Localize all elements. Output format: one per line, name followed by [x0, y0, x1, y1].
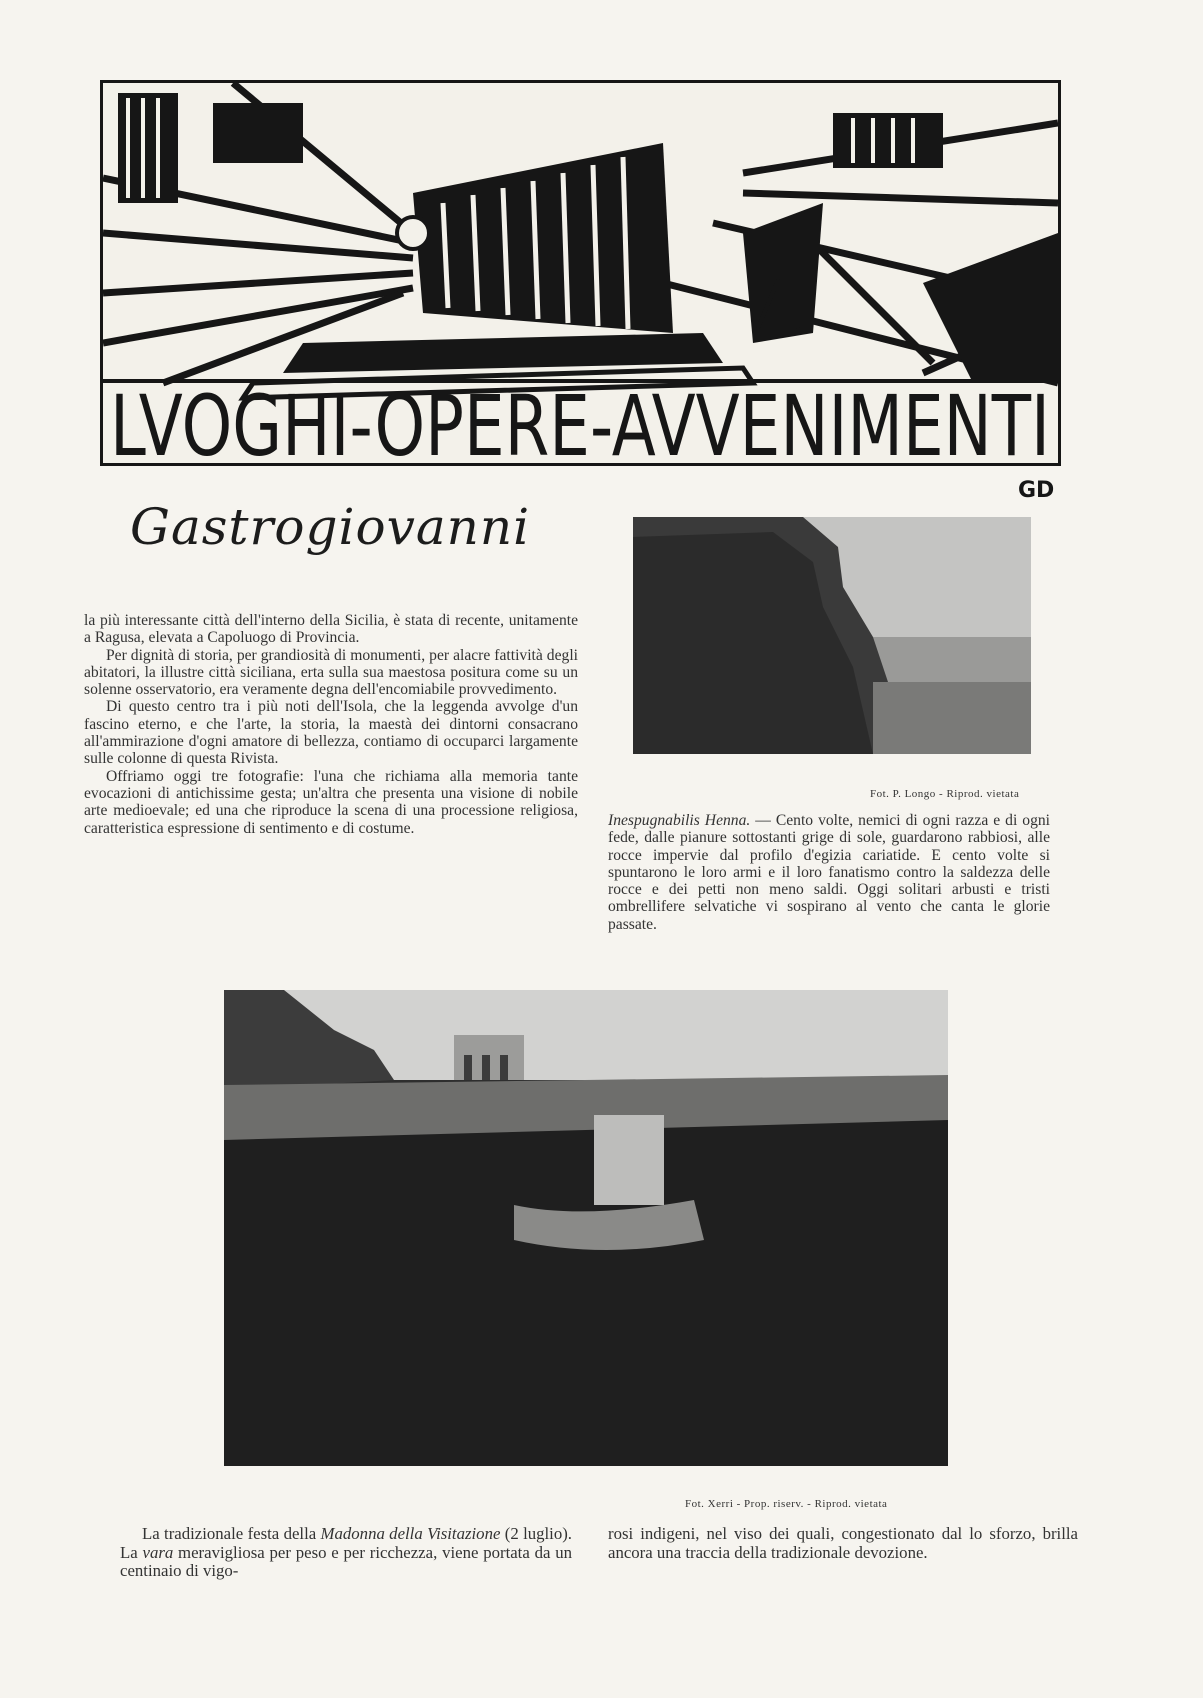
artist-monogram: GD: [1018, 478, 1055, 503]
caption-italic-vara: vara: [142, 1542, 174, 1562]
paragraph-3: Di questo centro tra i più noti dell'Isola, che la leggenda avvolge d'un fascino eterno, e che l'arte, la storia, la maestà dei dintorni consacrano all'ammirazione d'ogni amatore di bellezza, contiamo di occuparci largamente sulle colonne di questa Rivista.: [84, 698, 578, 768]
photo1-caption-text: — Cento volte, nemici di ogni razza e di ogni fede, dalle pianure sottostanti grige di sole, guardarono rabbiosi, alle rocce impervie dal profilo d'egizia cariatide. E cento volte si spuntarono le loro armi e il loro fanatismo contro la saldezza delle rocce e dei petti non meno saldi. Oggi solitari arbusti e tristi ombrellifere selvatiche vi sospirano al vento che canta le glorie passate.: [608, 812, 1050, 933]
paragraph-2: Per dignità di storia, per grandiosità di monumenti, per alacre fattività degli abitatori, la illustre città siciliana, erta sulla sua maestosa positura come su un solenne osservatorio, era veramente degna dell'encomiabile provvedimento.: [84, 646, 578, 699]
photo-cliff: [633, 517, 1031, 754]
caption-part-a: La tradizionale festa della: [142, 1524, 321, 1543]
paragraph-1: la più interessante città dell'interno della Sicilia, è stata di recente, unitamente a Ragusa, elevata a Capoluogo di Provincia.: [84, 612, 578, 647]
photo2-caption-right: [608, 1525, 1078, 1562]
paragraph-4: Offriamo oggi tre fotografie: l'una che richiama alla memoria tante evocazioni di antichissime gesta; un'altra che presenta una visione di nobile arte medioevale; ed una che riproduce la scena di una processione religiosa, caratteristica espressione di sentimento e di costume.: [84, 767, 578, 837]
photo1-credit: Fot. P. Longo - Riprod. vietata: [870, 788, 1020, 800]
caption-part-b: (2 luglio). La: [120, 1524, 573, 1562]
caption-part-2: rosi indigeni, nel viso dei quali, congestionato dal lo sforzo, brilla ancora una traccia della tradizionale devozione.: [608, 1524, 1078, 1562]
woodcut-illustration: [103, 83, 1058, 463]
photo2-caption-left: [120, 1525, 572, 1581]
article-body: [84, 612, 578, 837]
article-title: Gastrogiovanni: [130, 498, 531, 556]
photo2-credit: Fot. Xerri - Prop. riserv. - Riprod. vietata: [685, 1498, 888, 1510]
header-woodcut: [100, 80, 1061, 466]
caption-italic-madonna: Madonna della Visitazione: [320, 1524, 501, 1543]
photo1-caption-title: Inespugnabilis Henna.: [608, 812, 751, 829]
photo-procession: [224, 990, 948, 1466]
photo1-caption: [608, 812, 1050, 933]
caption-part-c: meravigliosa per peso e per ricchezza, viene portata da un centinaio di vigo-: [120, 1542, 572, 1580]
banner-text: LVOGHI-OPERE-AVVENIMENTI: [110, 377, 1050, 463]
